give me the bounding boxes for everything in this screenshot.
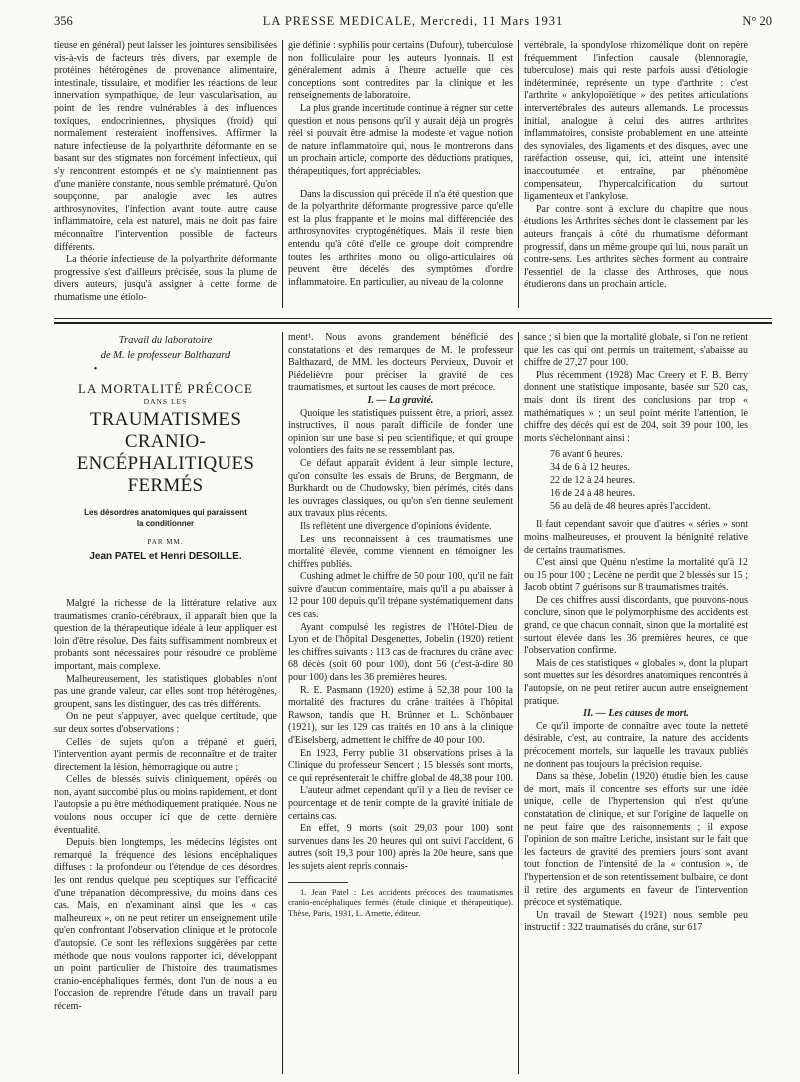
paragraph: Cushing admet le chiffre de 50 pour 100, qu'il ne fait suivre d'aucun commentaire, mais qu'il a pu abaisser à 12 pour 100 depuis qu'il trépane systématiquement dans ces cas.	[288, 571, 513, 621]
paragraph: La plus grande incertitude continue à régner sur cette question et nous pensons qu'il y aurait déjà un progrès réel si pouvait être admise la modeste et vague notion de nature inflammatoire qui, nous le montrerons dans un prochain article, comporte des déductions pratiques, thérapeutiques, fort appréciables.	[288, 102, 513, 177]
paragraph: sance ; si bien que la mortalité globale, si l'on ne retient que les cas qui ont permis un traitement, s'abaisse au chiffre de 27,27 pour 100.	[524, 332, 748, 369]
list-item: 76 avant 6 heures.	[550, 449, 623, 461]
lab-line: Travail du laboratoire	[118, 335, 213, 346]
by-line: PAR MM.	[147, 537, 184, 546]
paragraph: On ne peut s'appuyer, avec quelque certitude, que sur deux sortes d'observations :	[54, 711, 277, 735]
section-heading-text: I. — La gravité.	[367, 394, 434, 406]
list-item: 16 de 24 à 48 heures.	[550, 487, 635, 499]
paragraph: Depuis bien longtemps, les médecins légistes ont remarqué la fréquence des lésions encéphaliques diffuses : la profondeur ou l'étendue de ces désordres les ont rendus quelque peu sceptiques sur l'efficacité d'une trépanation décompressive, du moins dans ces cas. Mais, en n'examinant ainsi que les « cas malheureux », on ne peut retirer un enseignement utile qu'en confrontant l'observation clinique et le protocole d'autopsie. Ce sont les réflexions suggérées par cette méthode que nous voulons rapporter ici, développant un point particulier de l'histoire des traumatismes cranio-encéphaliques fermés, dont l'un de nous a eu l'occasion de reprendre l'étude dans un travail paru récem-	[54, 837, 277, 1012]
section-heading-causes	[524, 708, 748, 721]
column-divider	[518, 332, 519, 1074]
paragraph: Dans la discussion qui précède il n'a été question que de la polyarthrite déformante progressive parce qu'elle est la plus frappante et le moins mal différenciée des arthrosynovites cryptogénétiques. Mais il reste bien entendu qu'à côté d'elle ce groupe doit comprendre toutes les arthrites mono ou oligo-articulaires où peuvent être décelés des symptômes d'ordre inflammatoire. En particulier, au niveau de la colonne	[288, 188, 513, 288]
article-subtitle	[54, 507, 277, 529]
paragraph: La théorie infectieuse de la polyarthrite déformante progressive s'est d'ailleurs précisée, sous la plume de divers auteurs, jusqu'à assigner à cette forme de rhumatisme une étiolo-	[54, 254, 277, 303]
article-title-line: TRAUMATISMES	[89, 408, 242, 430]
page-number: 356	[54, 14, 73, 28]
paragraph: Dans sa thèse, Jobelin (1920) étudie bien les cause de mort, mais il concentre ses efforts sur une idée unique, celle de l'hypertension qui n'est qu'une constatation de clinique, et sur l'origine de laquelle on ne peut faire que des raisonnements ; il expose l'opinion de son maître Leriche, insistant sur le fait que les facteurs de gravité des premiers jours sont avant tout fonction de l'intensité de la « contusion », de l'hypertension et de son retentissement bulbaire, ce dont il retire des arguments en faveur de l'intervention précoce et systématique.	[524, 771, 748, 909]
authors: Jean PATEL et Henri DESOILLE.	[89, 551, 242, 563]
paragraph: Ils reflètent une divergence d'opinions évidente.	[300, 520, 492, 532]
paragraph: Par contre sont à exclure du chapitre que nous étudions les Arthrites sèches dont le classement par les auteurs français à côté du rhumatisme déformant progressif, dans un même groupe qui lui, nous paraît un contre-sens. Les arthrites sèches forment au contraire l'essentiel de la classe des Arthroses, que nous étudierons dans un prochain article.	[524, 203, 748, 291]
paragraph: Malgré la richesse de la littérature relative aux traumatismes cranio-cérébraux, il apparaît bien que la question de la thérapeutique idéale à leur appliquer est loin d'être résolue. Des faits suffisamment nombreux et probants sont nécessaires pour résoudre ce problème important, mais complexe.	[54, 597, 277, 672]
article-column-2	[288, 332, 513, 1078]
lab-line: de M. le professeur Balthazard	[100, 350, 231, 361]
section-rule	[54, 318, 772, 319]
article-title-line: LA MORTALITÉ PRÉCOCE	[78, 380, 253, 396]
footnote: 1. Jean Patel : Les accidents précoces des traumatismes cranio-encéphaliques fermés (étude clinique et thérapeutique). Thèse, Paris, 1931, L. Arnette, éditeur.	[288, 886, 513, 918]
subtitle-line: la conditionner	[136, 518, 195, 528]
article-title-line: CRANIO-ENCÉPHALITIQUES	[76, 430, 255, 474]
list-item: 34 de 6 à 12 heures.	[550, 462, 630, 474]
running-header	[54, 14, 772, 32]
paragraph: Ayant compulsé les registres de l'Hôtel-Dieu de Lyon et de l'hôpital Desgenettes, Jobelin (1920) retient les chiffres suivants : 113 cas de fractures du crâne avec 68 décès (soit 60 pour 100), dont 56 (c'est-à-dire 80 pour 100) dans les 36 premières heures.	[288, 621, 513, 684]
article-column-3	[524, 332, 748, 1078]
paragraph: L'auteur admet cependant qu'il y a lieu de reviser ce pourcentage et de tenir compte de la gravité initiale de certains cas.	[288, 785, 513, 822]
mortality-timeline-list	[524, 449, 748, 513]
paragraph: En effet, 9 morts (soit 29,03 pour 100) sont survenues dans les 20 heures qui ont suivi l'accident, 6 autres (soit 19,3 pour 100) après la 20e heure, sans que les sujets aient repris connais-	[288, 823, 513, 872]
section-rule	[54, 322, 772, 324]
journal-title: LA PRESSE MEDICALE, Mercredi, 11 Mars 1931	[262, 14, 564, 28]
article-title-line: FERMÉS	[127, 474, 204, 496]
paragraph: Celles de blessés suivis cliniquement, opérés ou non, ayant succombé plus ou moins rapidement, et dont l'autopsie a pu être méthodiquement pratiquée. Nous ne voulons nous occuper ici que de cette dernière éventualité.	[54, 774, 277, 836]
paragraph: vertébrale, la spondylose rhizomélique dont on repère fréquemment l'infection causale (blennoragie, tuberculose) mais qui reste parfois aussi d'étiologie indéterminée, représente un type d'arthrite : c'est l'arthrite « ankylopoïétique » des petites articulations intervertébrales des auteurs allemands. Le processus initial, analogue à celui des autres arthrites inflammatoires, consiste probablement en une atteinte des synoviales, des ligaments et des disques, avec une raréfaction osseuse, qui, ici, atteint une intensité inaccoutumée et entraîne, par phénomène compensateur, l'hypercalcification du surtout ligamenteux et l'ankylose.	[524, 40, 748, 203]
top-column-1	[54, 40, 277, 310]
issue-number: N° 20	[742, 14, 772, 28]
list-item: 56 au delà de 48 heures après l'accident.	[550, 500, 711, 512]
paragraph: Ce qu'il importe de connaître avec toute la netteté désirable, c'est, au contraire, la nature des accidents précocement mortels, sur laquelle les travaux publiés ne donnent pas toujours la précision requise.	[524, 720, 748, 770]
section-heading-text: II. — Les causes de mort.	[583, 708, 689, 720]
paragraph: tieuse en général) peut laisser les jointures sensibilisées vis-à-vis de facteurs très divers, par exemple de protéines hétérogènes de provenance alimentaire, intestinale, tissulaire, et modifier les réactions de leur innervation sympathique, de leur vascularisation, au point de les rendre vulnérables à des influences toxiques, endocriniennes, physiques (froid) qui normalement resteraient inoffensives. Affirmer la nature infectieuse de la polyarthrite déformante en se basant sur des stigmates non forcément infectieux, qui s'y rencontrent estompés et ne s'y maintiennent pas d'une manière constante, nous semble prématuré. Qu'on soupçonne, par analogie avec les autres arthrosynovites, l'infection avant toute autre cause inflammatoire, cela est naturel, mais ne doit pas faire méconnaître l'intervention possible de facteurs différents.	[54, 40, 277, 253]
paragraph: R. E. Pasmann (1920) estime à 52,38 pour 100 la mortalité des fractures du crâne traitées à l'hôpital Rawson, tandis que H. Brünner et L. Schönbauer (1921), sur les 129 cas traités en 10 ans à la clinique d'Eiselsberg, admettent le chiffre de 40 pour 100.	[288, 684, 513, 746]
footnote-rule	[288, 882, 348, 883]
article-heading	[54, 334, 277, 564]
column-divider	[282, 40, 283, 308]
bullet-mark: •	[93, 364, 98, 375]
article-title-line: DANS LES	[143, 397, 188, 407]
top-column-3	[524, 40, 748, 310]
paragraph: Celles de sujets qu'on a trépané et guéri, l'intervention ayant permis de reconnaître et de traiter directement la lésion, hémorragique ou autre ;	[54, 736, 277, 773]
paragraph: Malheureusement, les statistiques globables n'ont pas une grande valeur, car elles sont trop hétérogènes, groupent, sans les distinguer, des cas très différents.	[54, 673, 277, 710]
column-divider	[282, 332, 283, 1074]
paragraph: Ce défaut apparaît évident à leur simple lecture, qu'on consulte les essais de Bruns, de Bergmann, de Burkhardt ou de Chudowsky, bien périmés, cités dans les ouvrages classiques, ou qu'on s'en tienne seulement aux travaux plus récents.	[288, 457, 513, 520]
section-heading-gravite	[288, 395, 513, 408]
paragraph: Quoique les statistiques puissent être, a priori, assez instructives, il nous paraît difficile de fonder une opinion sur une base si peu scientifique, et qui groupe volontiers des faits ne se ressemblant pas.	[288, 407, 513, 457]
subtitle-line: Les désordres anatomiques qui paraissent	[84, 507, 247, 517]
column-divider	[518, 40, 519, 308]
article-column-1	[54, 332, 277, 1078]
paragraph: ment¹. Nous avons grandement bénéficié des constatations et des remarques de M. le professeur Balthazard, de MM. les docteurs Pervieux, Duvoir et Piédelièvre pour préciser la gravité de ces traumatismes, et surtout les causes de mort précoce.	[288, 332, 513, 394]
paragraph: En 1923, Ferry publie 31 observations prises à la Clinique du professeur Sencert ; 15 blessés sont morts, ce qui représenterait le chiffre global de 48,38 pour 100.	[288, 747, 513, 784]
paragraph: De ces chiffres aussi discordants, que pouvons-nous conclure, sinon que le polymorphisme des accidents est grand, ce que chacun connaît, sinon que la mortalité est surtout élevée dans les 36 premières heures, ce que l'observation confirme.	[524, 594, 748, 657]
paragraph: Mais de ces statistiques « globales », dont la plupart sont muettes sur les désordres anatomiques rencontrés à l'autopsie, on ne peut retirer aucun autre enseignement pratique.	[524, 657, 748, 707]
top-column-2	[288, 40, 513, 310]
paragraph: Il faut cependant savoir que d'autres « séries » sont moins malheureuses, et prouvent la bénignité relative de certains traumatismes.	[524, 519, 748, 556]
paragraph: Plus récemment (1928) Mac Creery et F. B. Berry donnent une statistique imposante, basée sur 520 cas, mais dont ils tirent des conclusions par trop « mathématiques » ; un seul point mérite l'attention, le chiffre des décès qui est de 204, soit 39 pour 100, les morts s'échelonnant ainsi :	[524, 369, 748, 444]
list-item: 22 de 12 à 24 heures.	[550, 474, 635, 486]
paragraph: Un travail de Stewart (1921) nous semble peu instructif : 322 traumatisés du crâne, sur 617	[524, 909, 748, 934]
paragraph: gie définie : syphilis pour certains (Dufour), tuberculose non folliculaire pour les auteurs lyonnais. Il est généralement admis à l'heure actuelle que ces conceptions sont contredites par la clinique et les renseignements de laboratoire.	[288, 40, 513, 102]
paragraph: C'est ainsi que Quénu n'estime la mortalité qu'à 12 ou 15 pour 100 ; Lecène ne perdit que 2 blessés sur 15 ; Jacob obtint 7 guérisons sur 8 traumatismes traités.	[524, 557, 748, 594]
paragraph: Les uns reconnaissent à ces traumatismes une mortalité élevée, comme viennent en témoigner les chiffres publiés.	[288, 533, 513, 570]
